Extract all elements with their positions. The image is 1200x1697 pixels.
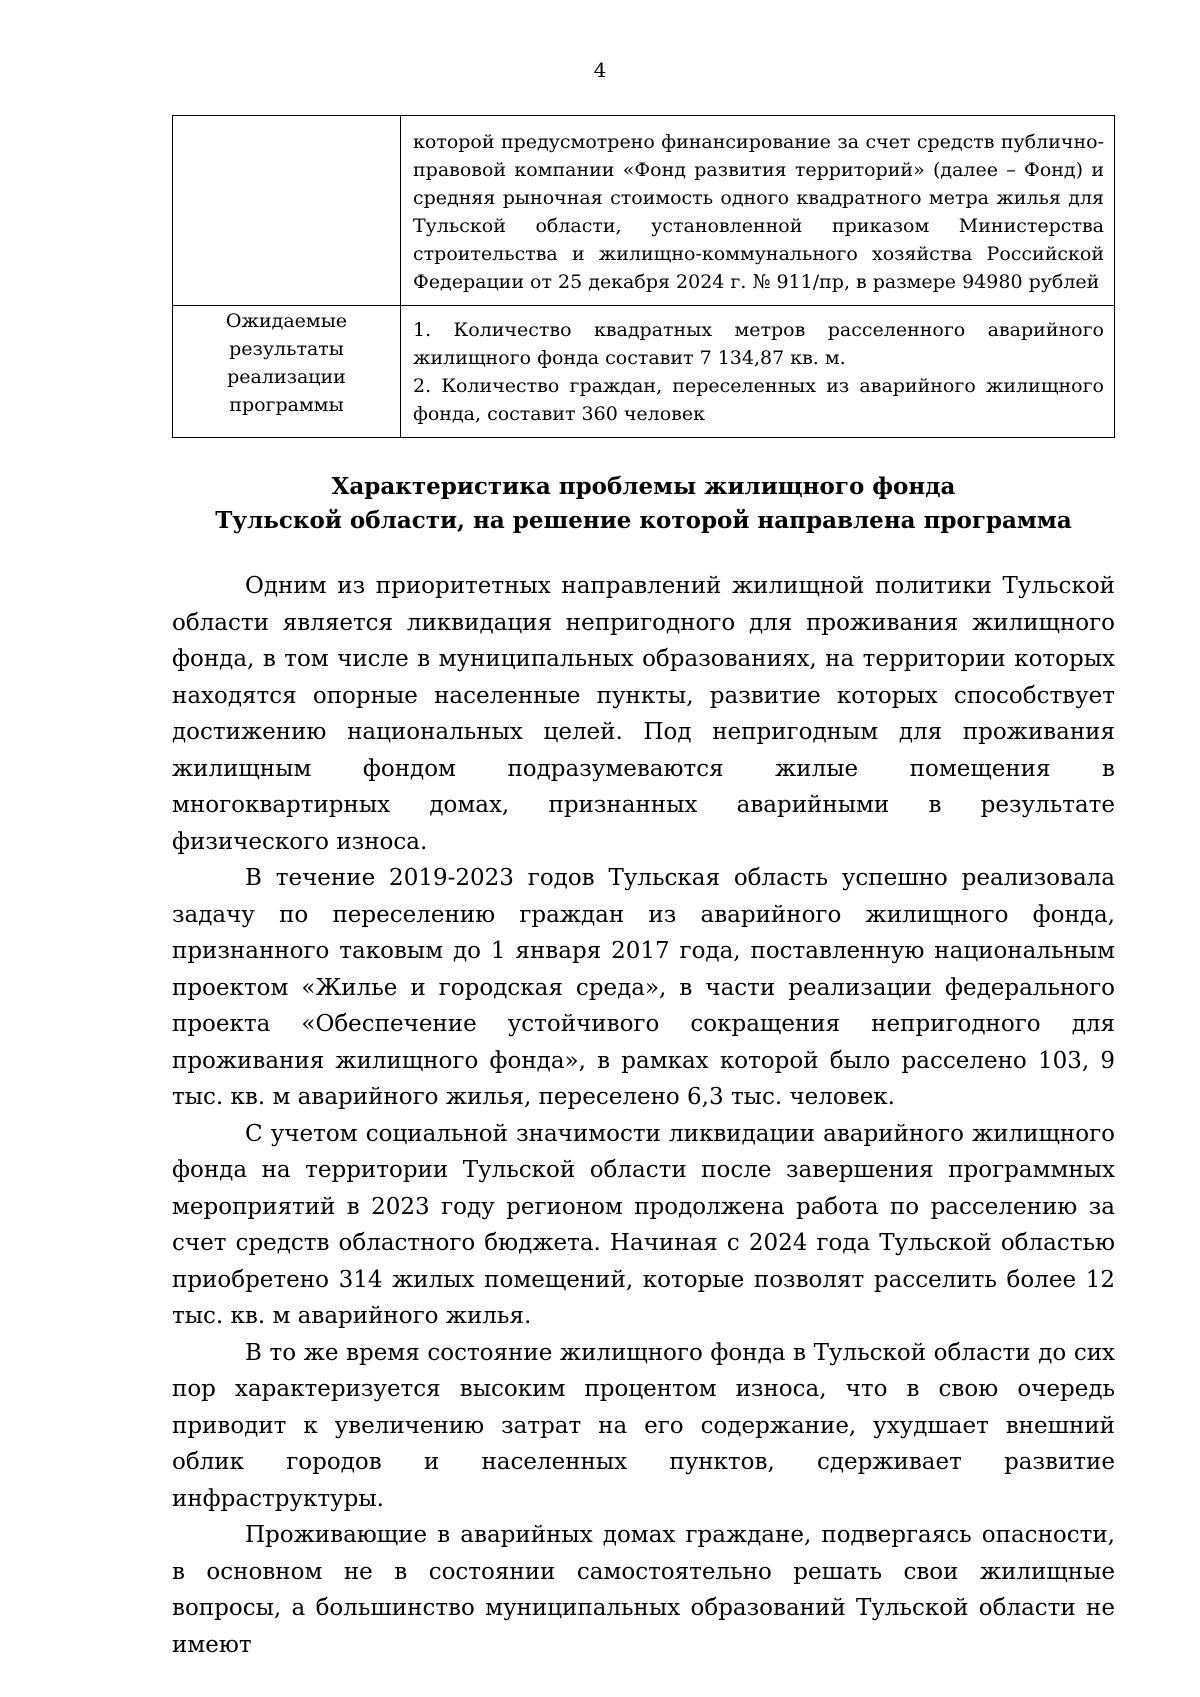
paragraph: Одним из приоритетных направлений жилищной политики Тульской области является ликвидация непригодного для проживания жилищного фонда, в том числе в муниципальных образованиях, на территории которых находятся опорные населенные пункты, развитие которых способствует достижению национальных целей. Под непригодным для проживания жилищным фондом подразумеваются жилые помещения в многоквартирных домах, признанных аварийными в результате физического износа.	[172, 573, 1115, 855]
expected-result-item: 1. Количество квадратных метров расселенного аварийного жилищного фонда составит 7 134,87 кв. м.	[413, 319, 1104, 369]
expected-results-value	[401, 306, 1115, 438]
table-value-cell: которой предусмотрено финансирование за счет средств публично-правовой компании «Фонд развития территорий» (далее – Фонд) и средняя рыночная стоимость одного квадратного метра жилья для Тульской области, установленной приказом Министерства строительства и жилищно-коммунального хозяйства Российской Федерации от 25 декабря 2024 г. № 911/пр, в размере 94980 рублей	[401, 116, 1115, 306]
expected-results-label: Ожидаемые результаты реализации программы	[173, 306, 401, 438]
paragraph: В то же время состояние жилищного фонда в Тульской области до сих пор характеризуется высоким процентом износа, что в свою очередь приводит к увеличению затрат на его содержание, ухудшает внешний облик городов и населенных пунктов, сдерживает развитие инфраструктуры.	[172, 1339, 1115, 1512]
expected-result-item: 2. Количество граждан, переселенных из аварийного жилищного фонда, составит 360 человек	[413, 375, 1104, 425]
table-row	[173, 116, 1115, 306]
paragraph: В течение 2019-2023 годов Тульская область успешно реализовала задачу по переселению граждан из аварийного жилищного фонда, признанного таковым до 1 января 2017 года, поставленную национальным проектом «Жилье и городская среда», в части реализации федерального проекта «Обеспечение устойчивого сокращения непригодного для проживания жилищного фонда», в рамках которой было расселено 103, 9 тыс. кв. м аварийного жилья, переселено 6,3 тыс. человек.	[172, 865, 1115, 1110]
table-label-cell	[173, 116, 401, 306]
paragraph: Проживающие в аварийных домах граждане, подвергаясь опасности, в основном не в состоянии самостоятельно решать свои жилищные вопросы, а большинство муниципальных образований Тульской области не имеют	[172, 1522, 1115, 1658]
paragraph: С учетом социальной значимости ликвидации аварийного жилищного фонда на территории Тульской области после завершения программных мероприятий в 2023 году регионом продолжена работа по расселению за счет средств областного бюджета. Начиная с 2024 года Тульской областью приобретено 314 жилых помещений, которые позволят расселить более 12 тыс. кв. м аварийного жилья.	[172, 1120, 1115, 1329]
table-row	[173, 306, 1115, 438]
section-heading	[172, 470, 1115, 538]
heading-line: Характеристика проблемы жилищного фонда	[331, 473, 956, 500]
body-text	[172, 568, 1115, 1663]
heading-line: Тульской области, на решение которой направлена программа	[215, 507, 1072, 534]
program-passport-table	[172, 115, 1115, 438]
page-number: 4	[593, 58, 607, 82]
